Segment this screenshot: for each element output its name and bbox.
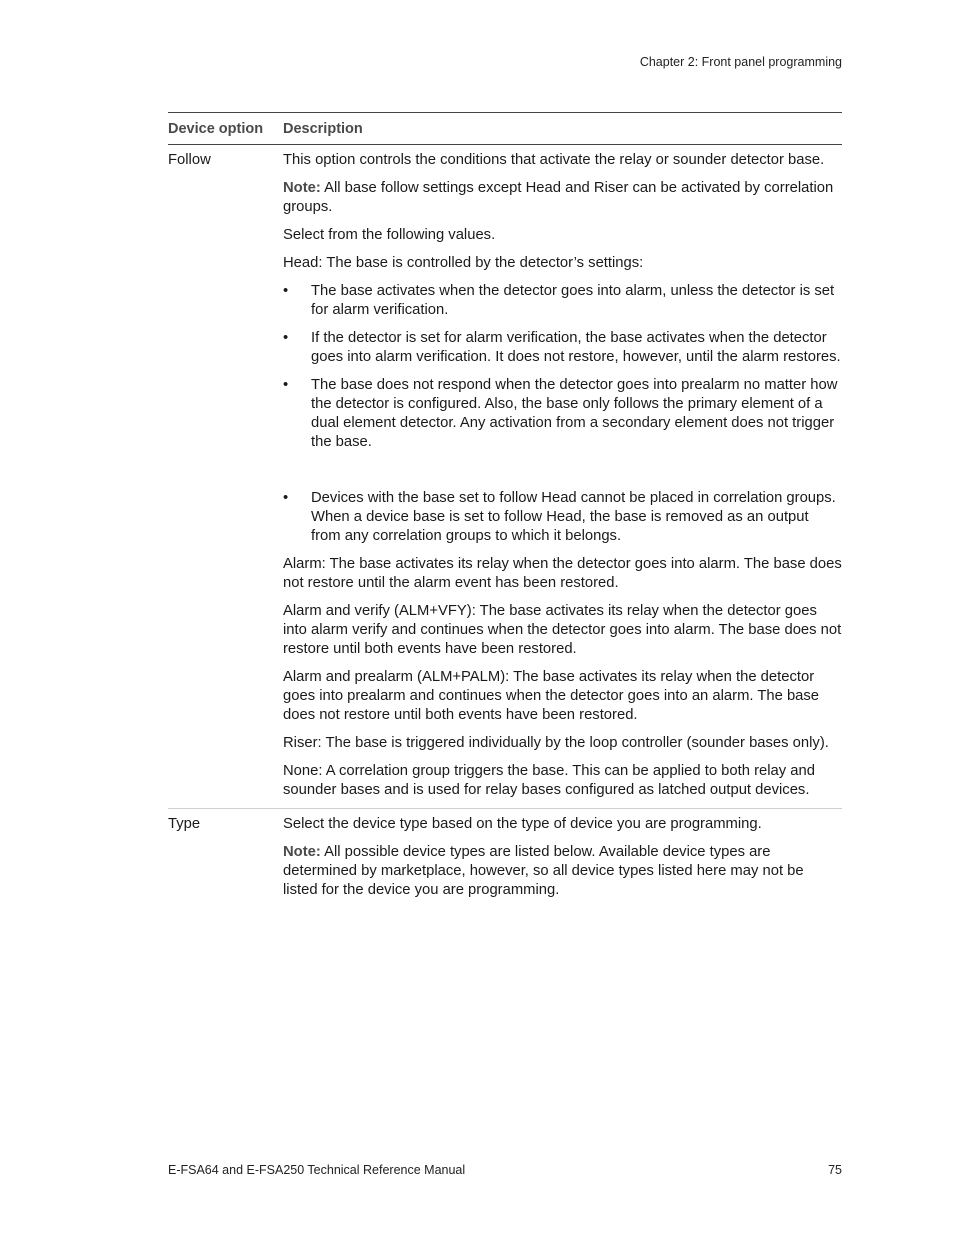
bullet-icon: • [283,490,289,506]
bullet-item [283,489,842,546]
bullet-icon: • [283,330,289,346]
option-name: Follow [168,152,211,168]
note-label: Note: [283,844,321,860]
option-name: Type [168,816,201,832]
note-text: All possible device types are listed below. Available device types are determined by marketplace, however, so all device types listed here may not be listed for the device you are programming. [283,844,804,898]
description-paragraph: Select from the following values. [283,227,496,243]
bullet-icon: • [283,283,289,299]
bullet-item [283,329,842,367]
bullet-text: The base activates when the detector goes into alarm, unless the detector is set for alarm verification. [311,283,835,318]
table-row-type [168,809,842,909]
note-text: All base follow settings except Head and Riser can be activated by correlation groups. [283,180,834,215]
device-options-table [168,112,842,909]
manual-title: E-FSA64 and E-FSA250 Technical Reference Manual [168,1163,466,1177]
description-paragraph: Alarm and verify (ALM+VFY): The base activates its relay when the detector goes into alarm verify and continues when the detector goes into alarm. The base does not restore until both events have been restored. [283,603,842,657]
column-header-description: Description [283,120,363,137]
bullet-text: If the detector is set for alarm verification, the base activates when the detector goes into alarm verification. It does not restore, however, until the alarm restores. [311,330,841,365]
bullet-item [283,376,842,452]
page-number: 75 [828,1163,842,1177]
chapter-header: Chapter 2: Front panel programming [639,55,842,69]
description-paragraph: Select the device type based on the type of device you are programming. [283,816,762,832]
bullet-icon: • [283,377,289,393]
bullet-text: Devices with the base set to follow Head cannot be placed in correlation groups. When a device base is set to follow Head, the base is removed as an output from any correlation groups to which it belongs. [311,490,836,544]
bullet-text: The base does not respond when the detector goes into prealarm no matter how the detector is configured. Also, the base only follows the primary element of a dual element detector. Any activation from a secondary element does not trigger the base. [311,377,838,450]
bullet-item [283,282,842,320]
option-description [283,815,842,909]
description-paragraph: None: A correlation group triggers the base. This can be applied to both relay and sounder bases and is used for relay bases configured as latched output devices. [283,763,815,798]
table-header-row [168,113,842,145]
description-paragraph: Alarm: The base activates its relay when the detector goes into alarm. The base does not restore until the alarm event has been restored. [283,556,842,591]
option-description [283,151,842,800]
note-label: Note: [283,180,321,196]
note-paragraph [283,843,842,900]
note-paragraph [283,179,842,217]
table-row-follow [168,145,842,809]
column-header-device-option: Device option [168,120,264,137]
description-paragraph: Head: The base is controlled by the detector’s settings: [283,255,644,271]
description-paragraph: Alarm and prealarm (ALM+PALM): The base activates its relay when the detector goes into prealarm and continues when the detector goes into an alarm. The base does not restore until both events have been restored. [283,669,820,723]
description-paragraph: Riser: The base is triggered individually by the loop controller (sounder bases only). [283,735,829,751]
description-paragraph: This option controls the conditions that activate the relay or sounder detector base. [283,152,825,168]
